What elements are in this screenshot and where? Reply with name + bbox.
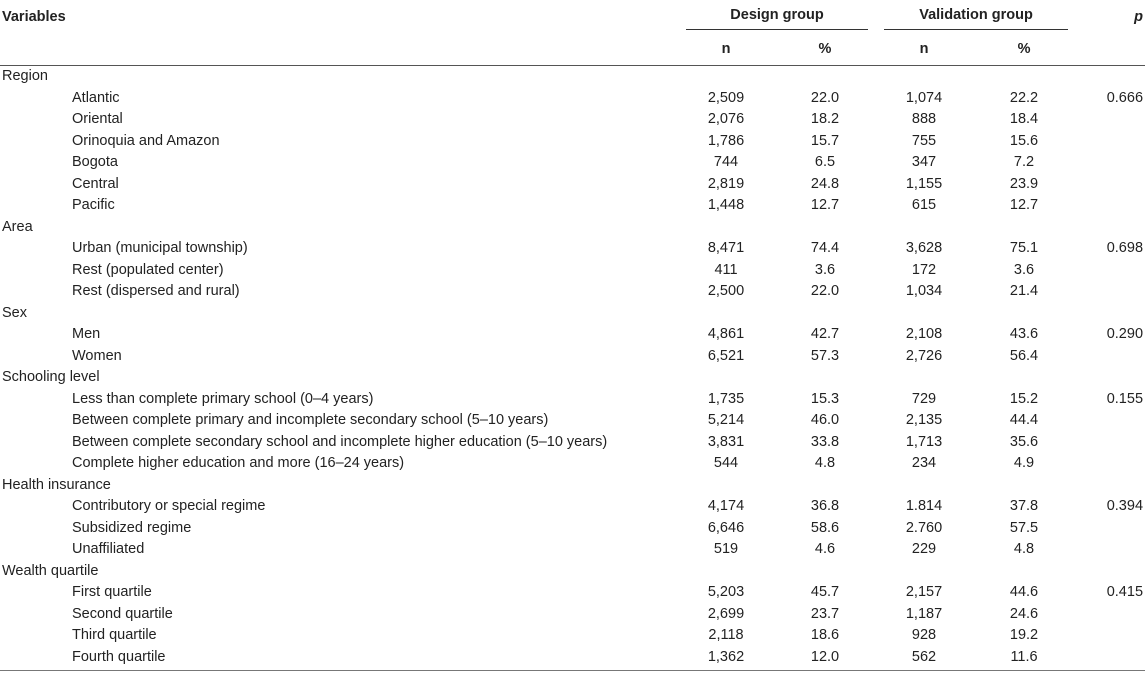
validation-pct-cell: 24.6 bbox=[1009, 605, 1039, 622]
design-n-cell: 5,203 bbox=[707, 584, 745, 600]
row-label: Bogota bbox=[72, 154, 118, 170]
table-row bbox=[0, 131, 1145, 153]
table-row bbox=[0, 539, 1145, 561]
p-value-cell: 0.415 bbox=[1106, 584, 1144, 600]
validation-pct-cell: 23.9 bbox=[1009, 175, 1039, 192]
design-pct-cell: 74.4 bbox=[810, 240, 840, 256]
row-label: Second quartile bbox=[72, 605, 173, 622]
validation-pct-cell: 35.6 bbox=[1009, 433, 1039, 450]
table-row bbox=[0, 625, 1145, 647]
table-row bbox=[0, 389, 1145, 411]
header-design-pct: % bbox=[818, 40, 832, 57]
validation-n-cell: 2,135 bbox=[905, 412, 943, 428]
validation-n-cell: 755 bbox=[911, 132, 937, 149]
design-n-cell: 3,831 bbox=[707, 433, 745, 450]
validation-n-cell: 1.814 bbox=[905, 498, 943, 514]
table-row bbox=[0, 324, 1145, 346]
design-n-cell: 6,521 bbox=[707, 347, 745, 364]
validation-pct-cell: 21.4 bbox=[1009, 283, 1039, 299]
p-value-cell: 0.290 bbox=[1106, 326, 1144, 342]
design-n-cell: 1,362 bbox=[707, 648, 745, 665]
section-label: Health insurance bbox=[2, 476, 111, 493]
row-label: Oriental bbox=[72, 111, 123, 127]
design-n-cell: 2,509 bbox=[707, 89, 745, 106]
section-label: Area bbox=[2, 218, 33, 235]
section-row bbox=[0, 475, 1145, 497]
design-pct-cell: 6.5 bbox=[814, 154, 836, 170]
design-n-cell: 1,735 bbox=[707, 390, 745, 407]
design-n-cell: 2,076 bbox=[707, 111, 745, 127]
header-design-group bbox=[676, 0, 874, 32]
validation-pct-cell: 56.4 bbox=[1009, 347, 1039, 364]
p-value-cell bbox=[1074, 346, 1145, 368]
design-n-cell: 8,471 bbox=[707, 240, 745, 256]
header-design-n: n bbox=[721, 40, 731, 57]
validation-n-cell: 562 bbox=[911, 648, 937, 665]
table-row bbox=[0, 281, 1145, 303]
design-pct-cell: 15.3 bbox=[810, 390, 840, 407]
section-label: Region bbox=[2, 68, 48, 84]
p-value-cell: 0.666 bbox=[1106, 89, 1144, 106]
validation-n-cell: 172 bbox=[911, 261, 937, 278]
validation-group-label: Validation group bbox=[884, 3, 1068, 30]
validation-n-cell: 615 bbox=[911, 197, 937, 213]
table-row bbox=[0, 109, 1145, 131]
design-n-cell: 744 bbox=[713, 154, 739, 170]
table-row bbox=[0, 432, 1145, 454]
section-row bbox=[0, 561, 1145, 583]
design-pct-cell: 12.0 bbox=[810, 648, 840, 665]
table-row bbox=[0, 582, 1145, 604]
row-label: Women bbox=[72, 347, 122, 364]
row-label: Contributory or special regime bbox=[72, 498, 266, 514]
row-label: Less than complete primary school (0–4 years) bbox=[72, 390, 374, 407]
row-label: Men bbox=[72, 326, 101, 342]
validation-n-cell: 928 bbox=[911, 627, 937, 643]
table-row bbox=[0, 410, 1145, 432]
row-label: Central bbox=[72, 175, 119, 192]
section-row bbox=[0, 66, 1145, 88]
p-value-cell bbox=[1074, 604, 1145, 626]
design-pct-cell: 12.7 bbox=[810, 197, 840, 213]
validation-pct-cell: 57.5 bbox=[1009, 519, 1039, 536]
row-label: Urban (municipal township) bbox=[72, 240, 248, 256]
row-label: First quartile bbox=[72, 584, 152, 600]
validation-n-cell: 229 bbox=[911, 541, 937, 557]
p-value-cell bbox=[1074, 647, 1145, 669]
validation-pct-cell: 22.2 bbox=[1009, 89, 1039, 106]
design-n-cell: 4,861 bbox=[707, 326, 745, 342]
row-label: Pacific bbox=[72, 197, 115, 213]
design-pct-cell: 4.6 bbox=[814, 541, 836, 557]
section-row bbox=[0, 217, 1145, 239]
row-label: Third quartile bbox=[72, 627, 157, 643]
design-pct-cell: 45.7 bbox=[810, 584, 840, 600]
table-row bbox=[0, 496, 1145, 518]
validation-n-cell: 3,628 bbox=[905, 240, 943, 256]
header-p-value: p bbox=[1134, 9, 1144, 25]
table-row bbox=[0, 195, 1145, 217]
validation-pct-cell: 4.9 bbox=[1013, 455, 1035, 471]
p-value-cell bbox=[1074, 109, 1145, 131]
row-label: Fourth quartile bbox=[72, 648, 166, 665]
validation-pct-cell: 75.1 bbox=[1009, 240, 1039, 256]
validation-n-cell: 2,108 bbox=[905, 326, 943, 342]
row-label: Orinoquia and Amazon bbox=[72, 132, 220, 149]
design-pct-cell: 36.8 bbox=[810, 498, 840, 514]
row-label: Between complete secondary school and incomplete higher education (5–10 years) bbox=[72, 433, 608, 450]
design-n-cell: 2,699 bbox=[707, 605, 745, 622]
design-pct-cell: 22.0 bbox=[810, 89, 840, 106]
row-label: Atlantic bbox=[72, 89, 120, 106]
design-pct-cell: 23.7 bbox=[810, 605, 840, 622]
p-value-cell bbox=[1074, 453, 1145, 475]
table-row bbox=[0, 260, 1145, 282]
table-row bbox=[0, 174, 1145, 196]
validation-n-cell: 1,155 bbox=[905, 175, 943, 192]
design-n-cell: 4,174 bbox=[707, 498, 745, 514]
validation-n-cell: 2,726 bbox=[905, 347, 943, 364]
p-value-cell bbox=[1074, 260, 1145, 282]
validation-pct-cell: 44.6 bbox=[1009, 584, 1039, 600]
p-value-cell bbox=[1074, 410, 1145, 432]
p-value-cell bbox=[1074, 539, 1145, 561]
validation-n-cell: 1,713 bbox=[905, 433, 943, 450]
header-variables: Variables bbox=[2, 9, 66, 25]
header-validation-pct: % bbox=[1017, 40, 1031, 57]
row-label: Rest (populated center) bbox=[72, 261, 224, 278]
design-n-cell: 6,646 bbox=[707, 519, 745, 536]
design-n-cell: 1,786 bbox=[707, 132, 745, 149]
design-n-cell: 2,118 bbox=[708, 627, 744, 643]
section-row bbox=[0, 303, 1145, 325]
design-pct-cell: 33.8 bbox=[810, 433, 840, 450]
section-row bbox=[0, 367, 1145, 389]
header-validation-group bbox=[874, 0, 1074, 32]
bottom-rule bbox=[0, 668, 1145, 671]
row-label: Subsidized regime bbox=[72, 519, 192, 536]
validation-pct-cell: 19.2 bbox=[1009, 627, 1039, 643]
validation-n-cell: 2,157 bbox=[905, 584, 943, 600]
table-header bbox=[0, 0, 1145, 66]
design-pct-cell: 18.2 bbox=[810, 111, 840, 127]
row-label: Unaffiliated bbox=[72, 541, 145, 557]
p-value-cell: 0.698 bbox=[1106, 240, 1144, 256]
p-value-cell: 0.394 bbox=[1106, 498, 1144, 514]
design-pct-cell: 24.8 bbox=[810, 175, 840, 192]
table-row bbox=[0, 346, 1145, 368]
design-n-cell: 2,819 bbox=[707, 175, 745, 192]
table-row bbox=[0, 152, 1145, 174]
validation-pct-cell: 44.4 bbox=[1009, 412, 1039, 428]
table-row bbox=[0, 604, 1145, 626]
design-n-cell: 544 bbox=[713, 455, 739, 471]
table-body bbox=[0, 66, 1145, 671]
design-pct-cell: 18.6 bbox=[810, 627, 840, 643]
validation-pct-cell: 11.6 bbox=[1010, 648, 1038, 665]
design-n-cell: 5,214 bbox=[707, 412, 745, 428]
design-n-cell: 2,500 bbox=[707, 283, 745, 299]
validation-n-cell: 2.760 bbox=[905, 519, 943, 536]
table-row bbox=[0, 238, 1145, 260]
validation-pct-cell: 37.8 bbox=[1009, 498, 1039, 514]
design-pct-cell: 57.3 bbox=[810, 347, 840, 364]
table-row bbox=[0, 88, 1145, 110]
design-pct-cell: 58.6 bbox=[810, 519, 840, 536]
validation-n-cell: 347 bbox=[911, 154, 937, 170]
validation-pct-cell: 12.7 bbox=[1009, 197, 1039, 213]
validation-pct-cell: 43.6 bbox=[1009, 326, 1039, 342]
section-label: Wealth quartile bbox=[2, 562, 99, 579]
section-label: Schooling level bbox=[2, 369, 100, 385]
design-n-cell: 411 bbox=[714, 261, 738, 278]
row-label: Rest (dispersed and rural) bbox=[72, 283, 240, 299]
design-pct-cell: 22.0 bbox=[810, 283, 840, 299]
design-n-cell: 519 bbox=[713, 541, 739, 557]
p-value-cell bbox=[1074, 518, 1145, 540]
validation-n-cell: 234 bbox=[911, 455, 937, 471]
validation-n-cell: 729 bbox=[911, 390, 937, 407]
validation-n-cell: 1,074 bbox=[905, 89, 943, 106]
table-row bbox=[0, 453, 1145, 475]
p-value-cell bbox=[1074, 131, 1145, 153]
p-value-cell bbox=[1074, 281, 1145, 303]
row-label: Between complete primary and incomplete secondary school (5–10 years) bbox=[72, 412, 549, 428]
validation-pct-cell: 7.2 bbox=[1013, 154, 1035, 170]
p-value-cell bbox=[1074, 195, 1145, 217]
validation-pct-cell: 15.2 bbox=[1009, 390, 1039, 407]
validation-pct-cell: 15.6 bbox=[1009, 132, 1039, 149]
design-pct-cell: 4.8 bbox=[814, 455, 836, 471]
validation-n-cell: 1,034 bbox=[905, 283, 943, 299]
table-row bbox=[0, 647, 1145, 669]
design-pct-cell: 15.7 bbox=[810, 132, 840, 149]
p-value-cell bbox=[1074, 625, 1145, 647]
design-n-cell: 1,448 bbox=[707, 197, 745, 213]
design-pct-cell: 3.6 bbox=[814, 261, 836, 278]
p-value-cell bbox=[1074, 432, 1145, 454]
p-value-cell bbox=[1074, 174, 1145, 196]
validation-n-cell: 1,187 bbox=[905, 605, 943, 622]
validation-pct-cell: 18.4 bbox=[1009, 111, 1039, 127]
row-label: Complete higher education and more (16–24 years) bbox=[72, 455, 405, 471]
design-pct-cell: 46.0 bbox=[810, 412, 840, 428]
design-pct-cell: 42.7 bbox=[810, 326, 840, 342]
table-row bbox=[0, 518, 1145, 540]
validation-n-cell: 888 bbox=[911, 111, 937, 127]
header-validation-n: n bbox=[919, 40, 929, 57]
p-value-cell bbox=[1074, 152, 1145, 174]
p-value-cell: 0.155 bbox=[1106, 390, 1144, 407]
design-group-label: Design group bbox=[686, 3, 868, 30]
validation-pct-cell: 3.6 bbox=[1013, 261, 1035, 278]
section-label: Sex bbox=[2, 304, 27, 321]
validation-pct-cell: 4.8 bbox=[1013, 541, 1035, 557]
